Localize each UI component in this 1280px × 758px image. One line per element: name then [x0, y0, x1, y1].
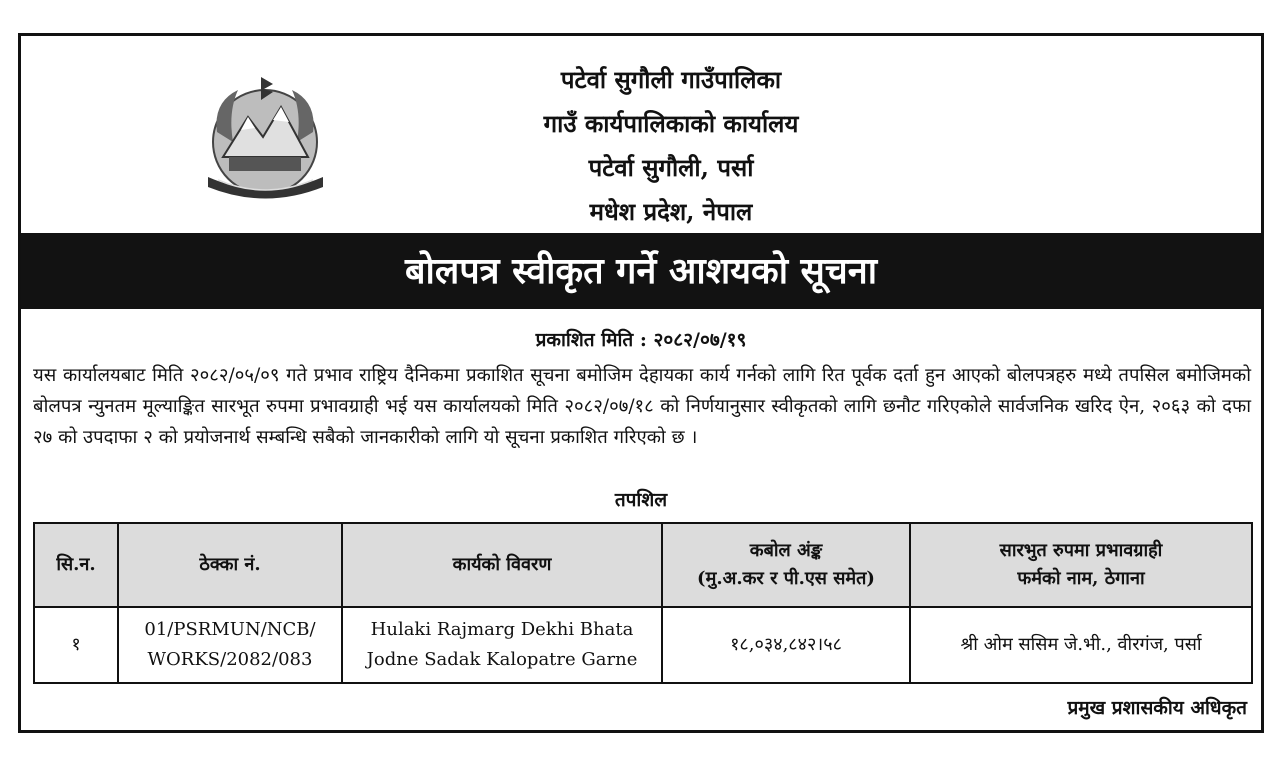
province-country: मधेश प्रदेश, नेपाल — [589, 197, 753, 226]
nepal-emblem-icon — [193, 72, 338, 202]
header-firm — [910, 523, 1252, 607]
signatory-title: प्रमुख प्रशासकीय अधिकृत — [1067, 697, 1247, 719]
published-date: प्रकाशित मिति : २०८२/०७/१९ — [535, 329, 747, 351]
cell-work-desc — [342, 607, 662, 683]
notice-frame — [18, 33, 1264, 733]
header-firm-line1: सारभुत रुपमा प्रभावग्राही — [999, 540, 1163, 561]
cell-contract-no — [118, 607, 342, 683]
schedule-heading: तपशिल — [614, 489, 668, 511]
header-contract-no: ठेक्का नं. — [118, 523, 342, 607]
municipality-name: पटेर्वा सुगौली गाउँपालिका — [560, 65, 782, 94]
office-location: पटेर्वा सुगौली, पर्सा — [588, 153, 754, 182]
header-firm-line2: फर्मको नाम, ठेगाना — [1017, 568, 1145, 589]
contract-no-line1: 01/PSRMUN/NCB/ — [144, 619, 316, 640]
header-work-desc: कार्यको विवरण — [342, 523, 662, 607]
cell-bid-amount: १८,०३४,८४२।५८ — [662, 607, 910, 683]
office-header — [321, 58, 1021, 234]
notice-body: यस कार्यालयबाट मिति २०८२/०५/०९ गते प्रभाव राष्ट्रिय दैनिकमा प्रकाशित सूचना बमोजिम देहायका कार्य गर्नको लागि रित पूर्वक दर्ता हुन आएको बोलपत्रहरु मध्ये तपसिल बमोजिमको बोलपत्र न्युनतम मूल्याङ्कित सारभूत रुपमा प्रभावग्राही भई यस कार्यालयको मिति २०८२/०७/१८ को निर्णयानुसार स्वीकृतको लागि छनौट गरिएकोले सार्वजनिक खरिद ऐन, २०६३ को दफा २७ को उपदाफा २ को प्रयोजनार्थ सम्बन्धि सबैको जानकारीको लागि यो सूचना प्रकाशित गरिएको छ । — [33, 365, 1251, 448]
header-sn: सि.न. — [34, 523, 118, 607]
office-name: गाउँ कार्यपालिकाको कार्यालय — [543, 109, 799, 138]
header-bid-amount-line2: (मु.अ.कर र पी.एस समेत) — [697, 568, 875, 589]
work-desc-line1: Hulaki Rajmarg Dekhi Bhata — [370, 619, 634, 640]
bid-table — [33, 522, 1253, 684]
cell-sn: १ — [34, 607, 118, 683]
table-row — [34, 607, 1252, 683]
cell-firm: श्री ओम ससिम जे.भी., वीरगंज, पर्सा — [910, 607, 1252, 683]
header-bid-amount — [662, 523, 910, 607]
table-header-row — [34, 523, 1252, 607]
contract-no-line2: WORKS/2082/083 — [147, 649, 313, 670]
work-desc-line2: Jodne Sadak Kalopatre Garne — [366, 649, 638, 670]
header-bid-amount-line1: कबोल अंङ्क — [749, 540, 823, 561]
notice-title: बोलपत्र स्वीकृत गर्ने आशयको सूचना — [21, 233, 1261, 309]
